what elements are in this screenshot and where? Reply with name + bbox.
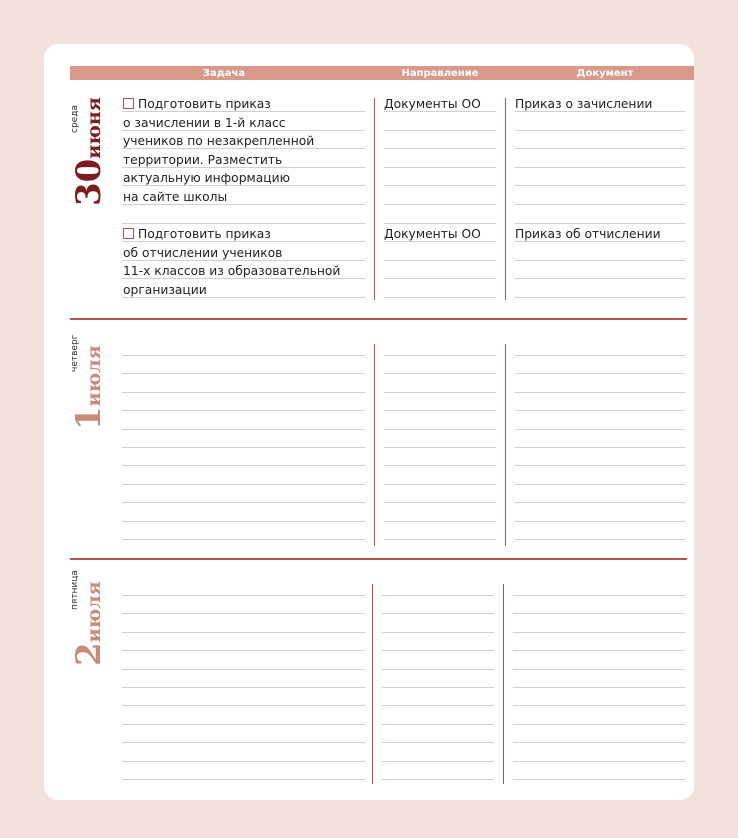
ruled-line [382, 705, 494, 706]
ruled-line [384, 373, 496, 374]
date-badge [69, 581, 109, 666]
ruled-line [122, 447, 365, 448]
ruled-line [384, 204, 496, 205]
task-document: Приказ о зачислении [515, 97, 653, 111]
ruled-line [515, 241, 685, 242]
ruled-line [382, 779, 494, 780]
ruled-line [122, 278, 365, 279]
ruled-line [122, 111, 365, 112]
ruled-line [515, 392, 685, 393]
ruled-line [122, 185, 365, 186]
ruled-line [513, 613, 685, 614]
ruled-line [384, 465, 496, 466]
weekday-label: среда [70, 105, 80, 133]
weekday-label: четверг [70, 334, 80, 372]
ruled-line [382, 613, 494, 614]
weekday-label: пятница [70, 570, 80, 610]
ruled-line [382, 650, 494, 651]
ruled-line [384, 410, 496, 411]
ruled-line [515, 410, 685, 411]
ruled-line [384, 260, 496, 261]
ruled-line [384, 521, 496, 522]
ruled-line [122, 260, 365, 261]
ruled-line [122, 223, 365, 224]
column-divider [505, 344, 506, 546]
ruled-line [122, 410, 365, 411]
ruled-line [384, 484, 496, 485]
task-text: Подготовить приказ об отчислении учеников 11-х классов из образовательной организации [123, 227, 341, 297]
ruled-line [384, 223, 496, 224]
ruled-line [122, 595, 365, 596]
ruled-line [515, 278, 685, 279]
ruled-line [515, 373, 685, 374]
ruled-line [384, 297, 496, 298]
ruled-line [513, 779, 685, 780]
ruled-line [384, 392, 496, 393]
ruled-line [384, 447, 496, 448]
ruled-line [122, 429, 365, 430]
ruled-line [384, 429, 496, 430]
header-document: Документ [576, 68, 634, 79]
ruled-line [122, 669, 365, 670]
task-text: Подготовить приказ о зачислении в 1-й класс учеников по незакрепленной территории. Разместить актуальную информацию на сайте школы [123, 97, 315, 204]
ruled-line [122, 130, 365, 131]
ruled-line [382, 742, 494, 743]
ruled-line [384, 185, 496, 186]
task-direction: Документы ОО [384, 227, 481, 241]
ruled-line [515, 447, 685, 448]
ruled-line [515, 502, 685, 503]
ruled-line [513, 742, 685, 743]
ruled-line [122, 761, 365, 762]
header-direction: Направление [401, 68, 479, 79]
ruled-line [122, 241, 365, 242]
ruled-line [382, 687, 494, 688]
ruled-line [122, 355, 365, 356]
column-divider [374, 98, 375, 300]
date-badge [69, 345, 109, 430]
ruled-line [515, 167, 685, 168]
day-divider [70, 558, 687, 560]
day-number: 30 [69, 158, 109, 206]
column-divider [503, 584, 504, 784]
task-checkbox[interactable] [123, 228, 134, 239]
ruled-line [513, 650, 685, 651]
ruled-line [122, 632, 365, 633]
ruled-line [515, 260, 685, 261]
ruled-line [122, 297, 365, 298]
column-divider [374, 344, 375, 546]
ruled-line [122, 705, 365, 706]
ruled-line [122, 779, 365, 780]
ruled-line [122, 650, 365, 651]
ruled-line [382, 761, 494, 762]
column-divider [372, 584, 373, 784]
day-divider [70, 318, 687, 320]
ruled-line [382, 669, 494, 670]
ruled-line [515, 185, 685, 186]
ruled-line [122, 392, 365, 393]
ruled-line [513, 705, 685, 706]
ruled-line [122, 687, 365, 688]
ruled-line [382, 724, 494, 725]
ruled-line [382, 595, 494, 596]
ruled-line [122, 724, 365, 725]
ruled-line [515, 297, 685, 298]
ruled-line [513, 687, 685, 688]
ruled-line [384, 241, 496, 242]
ruled-line [515, 355, 685, 356]
ruled-line [122, 373, 365, 374]
ruled-line [122, 539, 365, 540]
month-name: июля [83, 581, 105, 643]
task-document: Приказ об отчислении [515, 227, 661, 241]
table-header [70, 66, 694, 80]
ruled-line [122, 613, 365, 614]
day-number: 2 [69, 642, 109, 666]
ruled-line [513, 669, 685, 670]
column-divider [505, 98, 506, 300]
ruled-line [384, 278, 496, 279]
ruled-line [384, 539, 496, 540]
ruled-line [515, 111, 685, 112]
ruled-line [122, 465, 365, 466]
ruled-line [515, 204, 685, 205]
ruled-line [513, 761, 685, 762]
ruled-line [384, 148, 496, 149]
ruled-line [384, 111, 496, 112]
ruled-line [515, 223, 685, 224]
ruled-line [515, 148, 685, 149]
ruled-line [382, 632, 494, 633]
ruled-line [122, 502, 365, 503]
ruled-line [515, 484, 685, 485]
ruled-line [513, 632, 685, 633]
ruled-line [122, 742, 365, 743]
task-checkbox[interactable] [123, 98, 134, 109]
ruled-line [513, 595, 685, 596]
month-name: июня [83, 97, 105, 159]
ruled-line [515, 130, 685, 131]
ruled-line [384, 355, 496, 356]
ruled-line [122, 521, 365, 522]
ruled-line [122, 148, 365, 149]
date-badge [69, 97, 109, 206]
ruled-line [513, 724, 685, 725]
ruled-line [384, 167, 496, 168]
ruled-line [515, 429, 685, 430]
ruled-line [515, 539, 685, 540]
ruled-line [122, 167, 365, 168]
ruled-line [122, 484, 365, 485]
month-name: июля [83, 345, 105, 407]
ruled-line [384, 502, 496, 503]
ruled-line [515, 465, 685, 466]
header-task: Задача [202, 68, 246, 79]
ruled-line [384, 130, 496, 131]
ruled-line [515, 521, 685, 522]
ruled-line [122, 204, 365, 205]
task-direction: Документы ОО [384, 97, 481, 111]
day-number: 1 [69, 406, 109, 430]
